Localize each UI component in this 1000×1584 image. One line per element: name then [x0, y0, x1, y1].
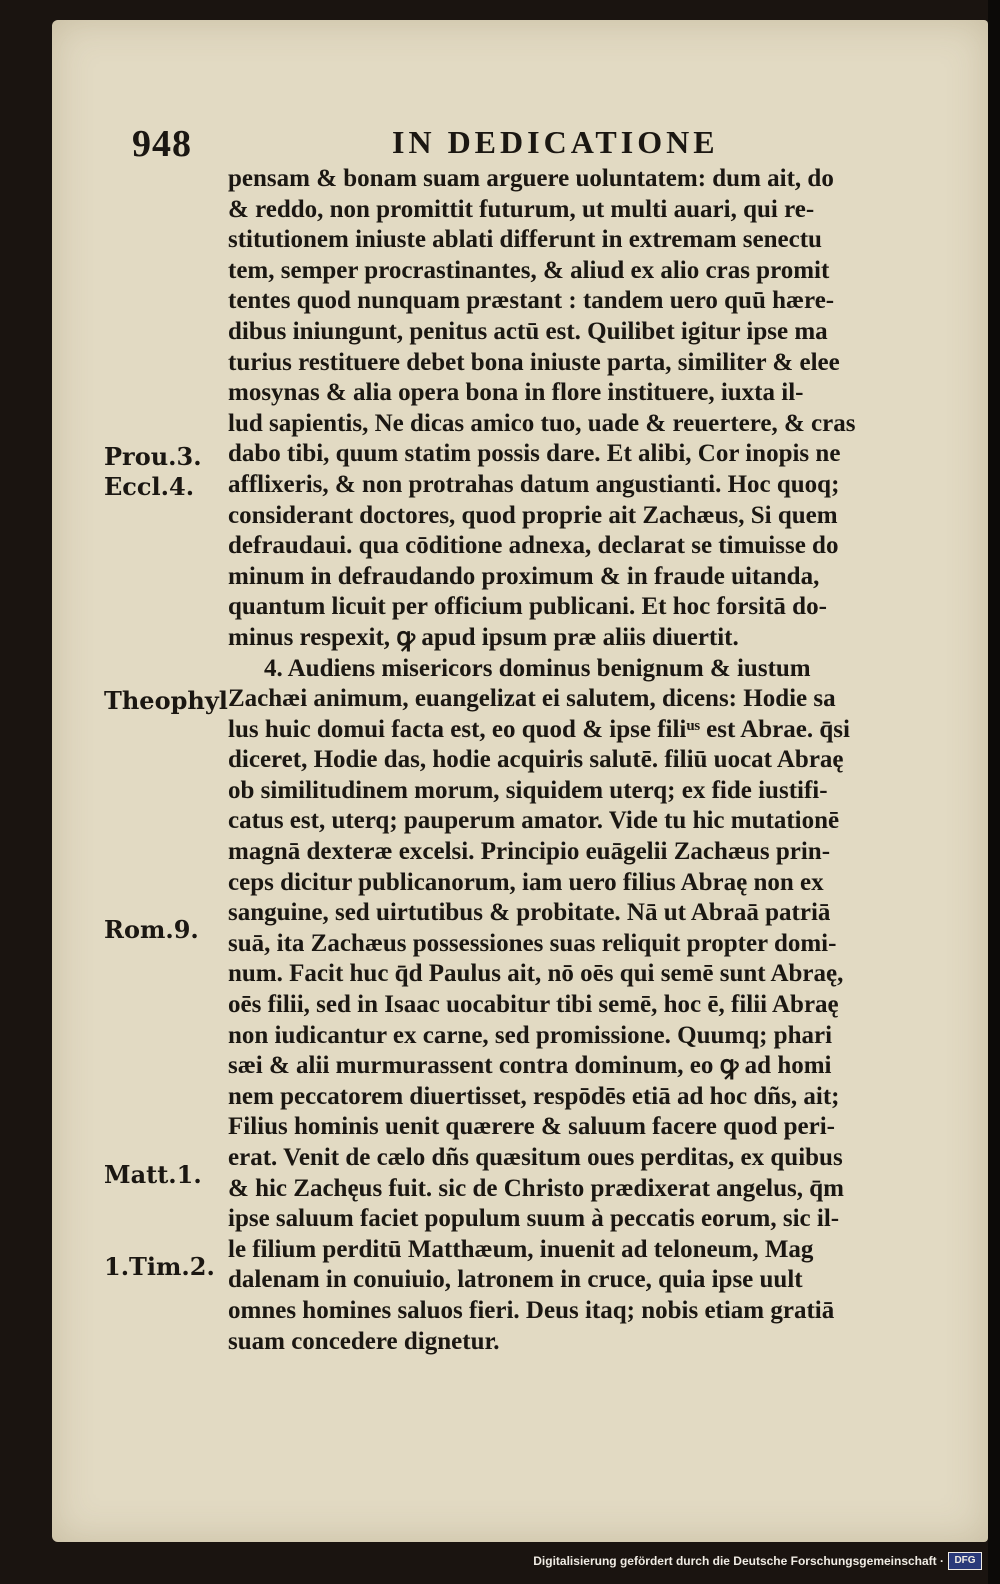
text-line: dalenam in conuiuio, latronem in cruce, quia ipse uult: [228, 1266, 803, 1294]
text-line: suā, ita Zachæus possessiones suas reliquit propter domi-: [228, 929, 837, 957]
text-line: tentes quod nunquam præstant : tandem uero quū hære-: [228, 287, 835, 315]
margin-note-matt: Matt.1.: [104, 1160, 202, 1189]
text-line: mosynas & alia opera bona in flore instituere, iuxta il-: [228, 379, 804, 407]
text-line: catus est, uterq; pauperum amator. Vide tu hic mutationē: [228, 807, 840, 835]
margin-note-prou: Prou.3.: [104, 442, 202, 471]
text-line: stitutionem iniuste ablati differunt in extremam senectu: [228, 226, 822, 254]
text-line: Zachæi animum, euangelizat ei salutem, dicens: Hodie sa: [228, 685, 836, 713]
dfg-logo-icon: DFG: [948, 1552, 982, 1570]
text-line: omnes homines saluos fieri. Deus itaq; nobis etiam gratiā: [228, 1296, 835, 1324]
scan-edge: [988, 0, 1000, 1584]
text-line: Filius hominis uenit quærere & saluum facere quod peri-: [228, 1113, 835, 1141]
text-line: & reddo, non promittit futurum, ut multi auari, qui re-: [228, 195, 815, 223]
text-line: minus respexit, ꝙ apud ipsum præ aliis diuertit.: [228, 623, 739, 651]
text-line: nem peccatorem diuertisset, respōdēs etiā ad hoc dñs, ait;: [228, 1082, 840, 1110]
text-line: 4. Audiens misericors dominus benignum & iustum: [264, 654, 811, 682]
text-line: quantum licuit per officium publicani. Et hoc forsitā do-: [228, 593, 827, 621]
text-line: num. Facit huc q̄d Paulus ait, nō oēs qui semē sunt Abraę,: [228, 960, 844, 988]
page-header: [52, 108, 988, 165]
text-line: considerant doctores, quod proprie ait Zachæus, Si quem: [228, 501, 838, 529]
text-line: lus huic domui facta est, eo quod & ipse filiᵘˢ est Abrae. q̄si: [228, 715, 850, 743]
text-line: lud sapientis, Ne dicas amico tuo, uade & reuertere, & cras: [228, 409, 856, 437]
text-line: ceps dicitur publicanorum, iam uero filius Abraę non ex: [228, 868, 824, 896]
text-line: oēs filii, sed in Isaac uocabitur tibi semē, hoc ē, filii Abraę: [228, 991, 839, 1019]
text-line: tem, semper procrastinantes, & aliud ex alio cras promit: [228, 256, 830, 284]
footer: [0, 1550, 988, 1584]
text-line: turius restituere debet bona iniuste parta, similiter & elee: [228, 348, 840, 376]
text-line: non iudicantur ex carne, sed promissione. Quumq; phari: [228, 1021, 833, 1049]
body-text: [228, 164, 928, 1357]
margin-note-theophyl: Theophyl: [104, 686, 228, 715]
text-line: afflixeris, & non protrahas datum angustianti. Hoc quoq;: [228, 470, 840, 498]
margin-note-rom: Rom.9.: [104, 915, 199, 944]
text-line: diceret, Hodie das, hodie acquiris salutē. filiū uocat Abraę: [228, 746, 844, 774]
funding-credit: Digitalisierung gefördert durch die Deutsche Forschungsgemeinschaft ·: [533, 1554, 944, 1568]
margin-note-eccl: Eccl.4.: [104, 472, 195, 501]
text-line: le filium perditū Matthæum, inuenit ad teloneum, Mag: [228, 1235, 814, 1263]
text-line: dibus iniungunt, penitus actū est. Quilibet igitur ipse ma: [228, 317, 828, 345]
text-line: minum in defraudando proximum & in fraude uitanda,: [228, 562, 820, 590]
running-head: IN DEDICATIONE: [392, 124, 719, 160]
page-number: 948: [132, 123, 192, 165]
text-line: sæi & alii murmurassent contra dominum, eo ꝙ ad homi: [228, 1052, 832, 1080]
margin-note-tim: 1.Tim.2.: [104, 1252, 215, 1281]
text-line: suam concedere dignetur.: [228, 1327, 500, 1355]
text-line: ob similitudinem morum, siquidem uterq; ex fide iustifi-: [228, 776, 828, 804]
text-line: dabo tibi, quum statim possis dare. Et alibi, Cor inopis ne: [228, 440, 841, 468]
text-line: erat. Venit de cælo dñs quæsitum oues perditas, ex quibus: [228, 1144, 843, 1171]
text-line: ipse saluum faciet populum suum à peccatis eorum, sic il-: [228, 1205, 840, 1233]
text-line: & hic Zachęus fuit. sic de Christo prædixerat angelus, q̄m: [228, 1174, 844, 1202]
text-line: pensam & bonam suam arguere uoluntatem: dum ait, do: [228, 165, 834, 192]
text-line: sanguine, sed uirtutibus & probitate. Nā ut Abraā patriā: [228, 899, 831, 927]
text-line: defraudaui. qua cōditione adnexa, declarat se timuisse do: [228, 532, 839, 560]
book-page: [52, 20, 988, 1542]
text-line: magnā dexteræ excelsi. Principio euāgelii Zachæus prin-: [228, 838, 831, 866]
